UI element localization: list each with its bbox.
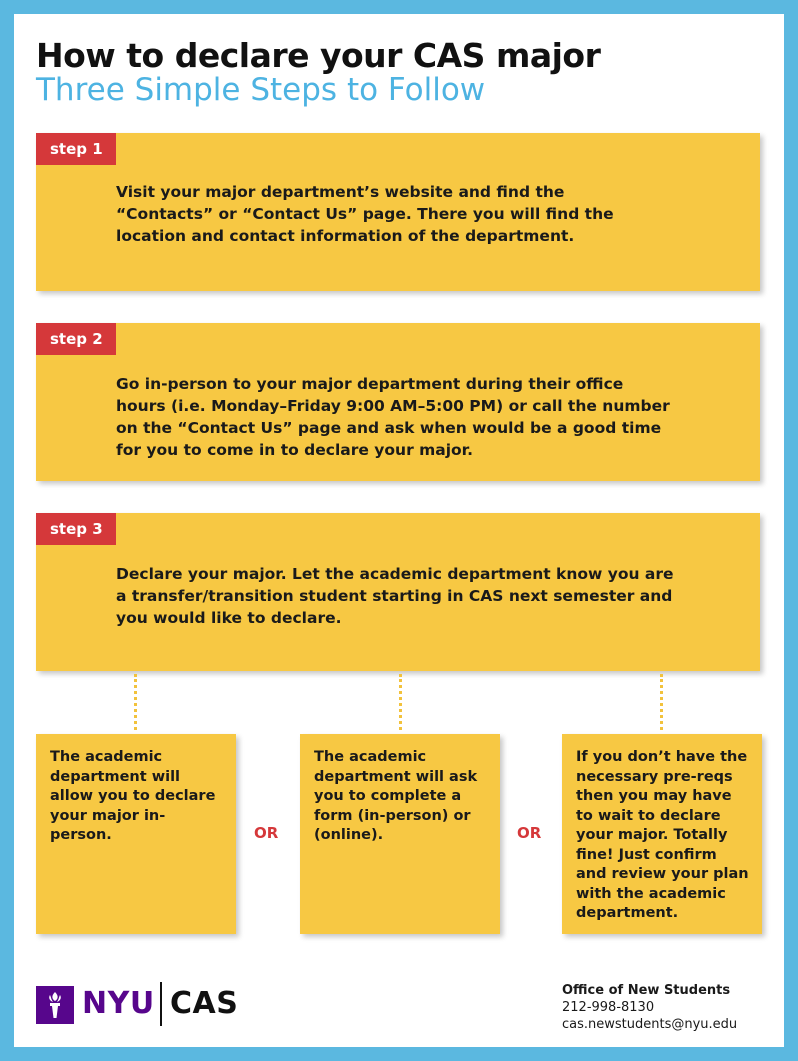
step-1-tag: step 1	[36, 133, 116, 165]
option-3-text: If you don’t have the necessary pre-reqs then you may have to wait to declare your major. Totally fine! Just confirm and review your plan with the academic department.	[576, 749, 749, 921]
option-1-text: The academic department will allow you to declare your major in- person.	[50, 749, 216, 843]
step-1-card	[36, 133, 760, 291]
step-3-text: Declare your major. Let the academic department know you are a transfer/transition student starting in CAS next semester and you would like to declare.	[116, 565, 674, 627]
or-label-2: OR	[517, 824, 542, 842]
connector-dots-2	[399, 674, 402, 730]
contact-title: Office of New Students	[562, 983, 731, 998]
contact-email[interactable]: cas.newstudents@nyu.edu	[562, 1017, 738, 1032]
step-3-tag: step 3	[36, 513, 116, 545]
option-2-text: The academic department will ask you to complete a form (in-person) or (online).	[314, 749, 478, 843]
contact-block	[562, 982, 737, 1033]
connector-dots-3	[660, 674, 663, 730]
poster	[14, 14, 784, 1047]
step-1-text: Visit your major department’s website and find the “Contacts” or “Contact Us” page. There you will find the location and contact information of the department.	[116, 183, 614, 245]
cas-logo-text: CAS	[170, 986, 239, 1021]
contact-phone: 212-998-8130	[562, 1000, 655, 1015]
page-title: How to declare your CAS major	[36, 36, 601, 75]
connector-dots-1	[134, 674, 137, 730]
step-3-card	[36, 513, 760, 671]
option-card-2	[300, 734, 500, 934]
option-card-3	[562, 734, 762, 934]
logo-divider	[160, 982, 162, 1026]
step-2-card	[36, 323, 760, 481]
page-subtitle: Three Simple Steps to Follow	[36, 72, 486, 108]
or-label-1: OR	[254, 824, 279, 842]
step-2-text: Go in-person to your major department during their office hours (i.e. Monday–Friday 9:00 AM–5:00 PM) or call the number on the “Contact Us” page and ask when would be a good time for you to come in to declare your major.	[116, 375, 670, 459]
nyu-torch-icon	[36, 986, 74, 1024]
step-2-tag: step 2	[36, 323, 116, 355]
option-card-1	[36, 734, 236, 934]
nyu-logo-text: NYU	[82, 986, 155, 1021]
